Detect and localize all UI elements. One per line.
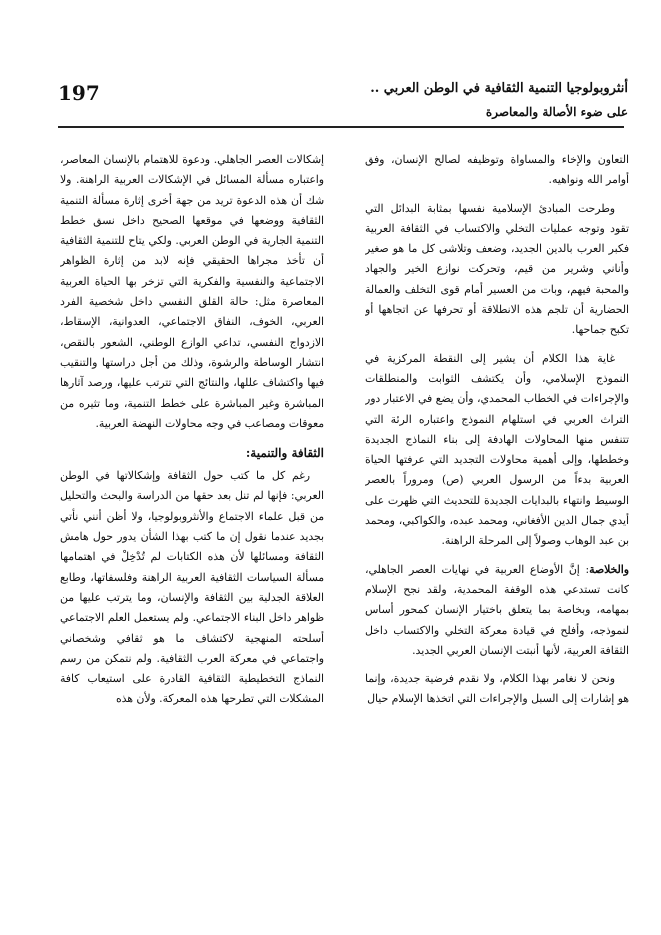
page-number: 197 bbox=[58, 81, 100, 105]
running-title: أنثروبولوجيا التنمية الثقافية في الوطن العربي .. bbox=[370, 81, 628, 96]
paragraph: وطرحت المبادئ الإسلامية نفسها بمثابة البدائل التي تقود وتوجه عمليات التخلي والاكتساب في الثقافة العربية فكبر العرب بالدين الجديد، وضعف وتلاشى كل ما هو صغير وأناني وشرير من قيم، وتحركت نوازع الخير والجهاد والمحبة فيهم، وبات من العسير أمام قوى التخلف والعمالة الحضارية أن تلجم هذه الانطلاقة أو تحرفها عن اتجاهها أو تكبح جماحها. bbox=[365, 201, 629, 337]
paragraph: رغم كل ما كتب حول الثقافة وإشكالاتها في الوطن العربي: فإنها لم تنل بعد حقها من الدراسة والبحث والتحليل من قبل علماء الاجتماع والأنثروبولوجيا، ولا أظن أنني نأتي بجديد عندما نقول إن ما كتب بهذا الشأن يدور حول هامش الثقافة ومسائلها لأن هذه الكتابات لم تُدْخِلْ في اهتمامها مسألة السياسات الثقافية العربية الراهنة وفلسفاتها، وطابع العلاقة الجدلية بين الثقافة والإنسان، وما يترتب عليها من ظواهر داخل البناء الاجتماعي. ولم يستعمل العلم الاجتماعي أسلحته المنهجية لاكتشاف ما هو ثقافي وشخصاني واجتماعي في معركة العرب الثقافية. ولم نتمكن من رسم النماذج التخطيطية الثقافية القادرة على استيعاب كافة المشكلات التي تطرحها هذه المعركة. ولأن هذه bbox=[60, 469, 324, 706]
paragraph: غاية هذا الكلام أن يشير إلى النقطة المركزية في النموذج الإسلامي، وأن يكتشف الثوابت والمنطلقات والإجراءات في الخطاب المحمدي، وأن يضع في الاعتبار دور التراث العربي في استلهام النموذج واعتباره الرئة التي تتنفس منها المحاولات الهادفة إلى بناء النماذج الجديدة وخططها، وإلى أهمية محاولات التجديد التي عرفتها الحياة العربية بدءاً من الرسول العربي (ص) ومروراً بالعصر الوسيط وانتهاء بالبدايات الجديدة للتحديث التي ظهرت على أيدي جمال الدين الأفغاني، ومحمد عبده، والكواكبي، ومحمد بن عبد الوهاب وصولاً إلى المرحلة الراهنة. bbox=[365, 351, 629, 548]
conclusion-paragraph bbox=[365, 560, 629, 661]
section-heading: الثقافة والتنمية: bbox=[245, 446, 324, 461]
paragraph: إشكالات العصر الجاهلي. ودعوة للاهتمام بالإنسان المعاصر، واعتباره مسألة المسائل في الإشكالات العربية الراهنة. ولا شك أن هذه الدعوة تريد من جهة أخرى إثارة مسألة التنمية الثقافية ووضعها في موقعها الصحيح داخل نسق خطط التنمية الجارية في الوطن العربي. ولكي يتاح للتنمية الثقافية أن تأخذ مجراها الحقيقي فإنه لابد من إثارة الظواهر الاجتماعية والنفسية والفكرية التي تزخر بها الحياة العربية المعاصرة مثل: حالة القلق النفسي داخل شخصية الفرد العربي، الخوف، النفاق الاجتماعي، العدوانية، الإسقاط، الازدواج النفسي، تداعي الوازع الوطني، الشعور بالنقص، انتشار الوساطة والرشوة، وذلك من أجل دراستها والتنقيب فيها واكتشاف عللها، والنتائج التي تترتب عليها، ورصد آثارها المباشرة وغير المباشرة على خطط التنمية، وما تثيره من معوقات ومصاعب في وجه محاولات النهضة العربية. bbox=[60, 153, 324, 430]
conclusion-text: : إنَّ الأوضاع العربية في نهايات العصر الجاهلي، كانت تستدعي هذه الوقفة المحمدية، ولقد نجح الإسلام بمهامه، وبخاصة بما يتعلق باختيار الإنسان كمحور أساس لنموذجه، وأفلح في قيادة معركة التخلي والاكتساب داخل الثقافة العربية، لأنها أنبتت الإنسان العربي الجديد. bbox=[365, 562, 629, 657]
page-header bbox=[58, 78, 628, 126]
running-subtitle: على ضوء الأصالة والمعاصرة bbox=[485, 105, 628, 119]
paragraph: التعاون والإخاء والمساواة وتوظيفه لصالح الإنسان، وفق أوامر الله ونواهيه. bbox=[365, 153, 629, 187]
header-rule bbox=[58, 126, 624, 128]
conclusion-label: والخلاصة bbox=[589, 562, 629, 576]
left-column bbox=[60, 150, 324, 870]
right-column bbox=[365, 150, 629, 870]
paragraph: ونحن لا نغامر بهذا الكلام، ولا نقدم فرضية جديدة، وإنما هو إشارات إلى السبل والإجراءات التي اتخذها الإسلام حيال bbox=[365, 672, 629, 706]
